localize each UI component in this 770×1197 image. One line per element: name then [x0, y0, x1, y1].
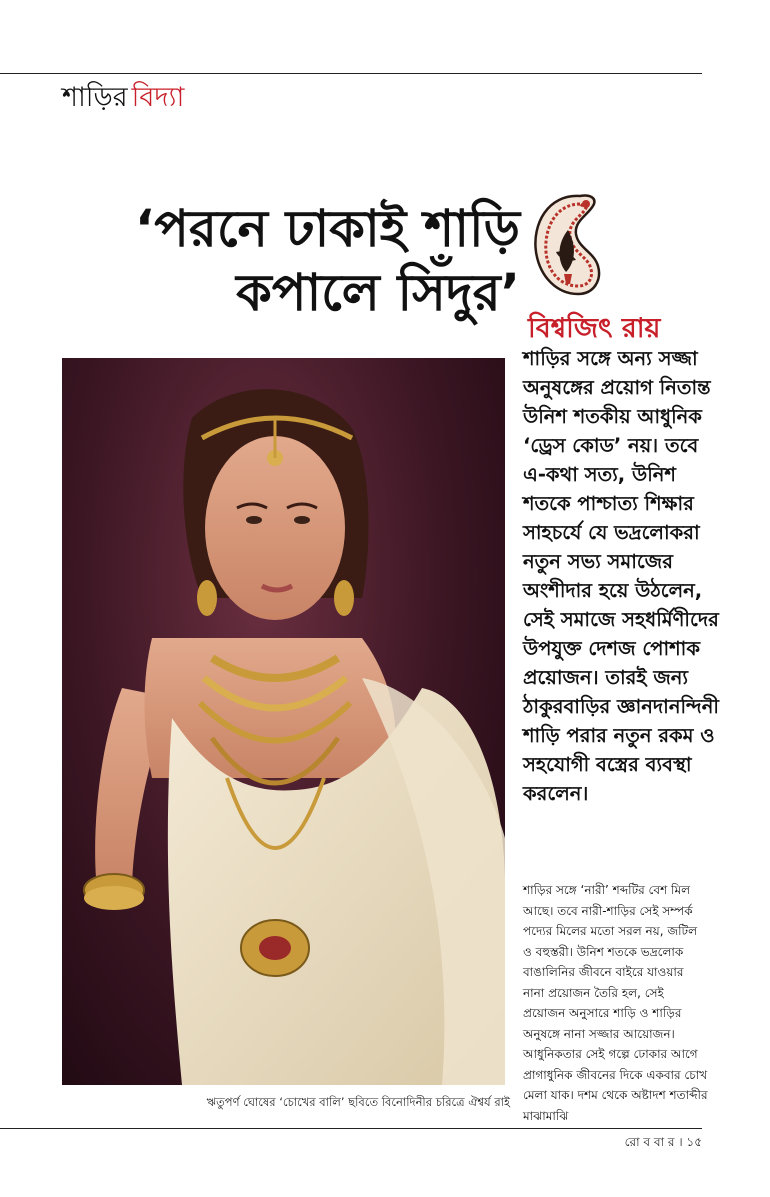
paisley-icon	[528, 190, 608, 300]
byline: বিশ্বজিৎ রায়	[528, 313, 661, 344]
lede-paragraph: শাড়ির সঙ্গে অন্য সজ্জা অনুষঙ্গের প্রয়োগ নিতান্ত উনিশ শতকীয় আধুনিক ‘ড্রেস কোড’ নয়। তবে এ-কথা সত্য, উনিশ শতকে পাশ্চাত্য শিক্ষার সাহচর্যে যে ভদ্রলোকরা নতুন সভ্য সমাজের অংশীদার হয়ে উঠলেন, সেই সমাজে সহধর্মিণীদের উপযুক্ত দেশজ পোশাক প্রয়োজন। তারই জন্য ঠাকুরবাড়ির জ্ঞানদানন্দিনী শাড়ি পরার নতুন রকম ও সহযোগী বস্ত্রের ব্যবস্থা করলেন।	[523, 347, 719, 805]
page-folio: রো ব বা র । ১৫	[624, 1135, 702, 1149]
bottom-rule	[0, 1128, 702, 1129]
body-paragraph: শাড়ির সঙ্গে ‘নারী’ শব্দটির বেশ মিল আছে। তবে নারী-শাড়ির সেই সম্পর্ক পদ্যের মিলের মতো সরল নয়, জটিল ও বহুস্তরী। উনিশ শতকে ভদ্রলোক বাঙালিনির জীবনে বাইরে যাওয়ার নানা প্রয়োজন তৈরি হল, সেই প্রয়োজন অনুসারে শাড়ি ও শাড়ির অনুষঙ্গে নানা সজ্জার আয়োজন। আধুনিকতার সেই গল্পে ঢোকার আগে প্রাগাধুনিক জীবনের দিকে একবার চোখ মেলা যাক। দশম থেকে অষ্টাদশ শতাব্দীর মাঝামাঝি	[523, 883, 708, 1123]
photo-caption: ঋতুপর্ণ ঘোষের ‘চোখের বালি’ ছবিতে বিনোদিনীর চরিত্রে ঐশ্বর্য রাই	[206, 1095, 510, 1109]
section-label	[62, 80, 184, 116]
section-label-part1: শাড়ির	[62, 82, 128, 113]
section-label-part2: বিদ্যা	[131, 82, 185, 113]
headline: ‘পরনে ঢাকাই শাড়ি কপালে সিঁদুর’	[134, 200, 520, 323]
top-rule	[0, 73, 702, 74]
article-photo	[62, 358, 505, 1085]
